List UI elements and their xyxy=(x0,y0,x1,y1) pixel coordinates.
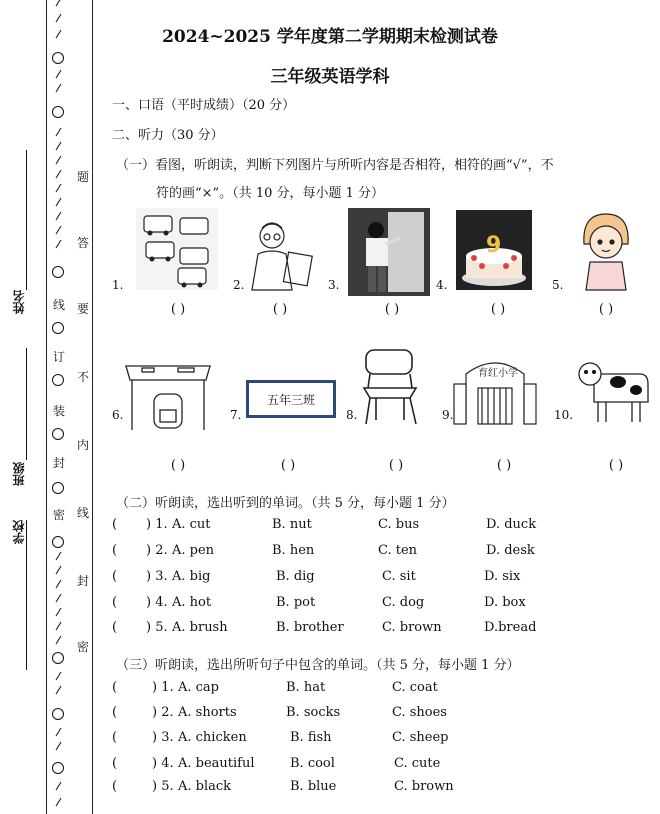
option-a[interactable]: A. big xyxy=(172,569,211,584)
option-a[interactable]: A. cut xyxy=(172,517,211,532)
question-row: ( ) 3. A. chicken B. fish C. sheep xyxy=(112,730,449,745)
school-gate-icon xyxy=(452,354,538,426)
question-row: ( ) 5. A. black B. blue C. brown xyxy=(112,779,454,794)
part1-instruction-line2: 符的画“×”。（共 10 分，每小题 1 分） xyxy=(156,186,385,201)
option-b[interactable]: B. hat xyxy=(286,680,326,695)
option-c[interactable]: C. shoes xyxy=(392,705,447,720)
option-c[interactable]: C. brown xyxy=(382,620,442,635)
option-b[interactable]: B. pot xyxy=(276,595,316,610)
picture-number: 9. xyxy=(442,408,454,422)
option-c[interactable]: C. cute xyxy=(394,756,441,771)
answer-paren-open[interactable]: ( xyxy=(112,569,118,584)
picture-number: 10. xyxy=(554,408,574,422)
class-sign: 五年三班 xyxy=(246,380,336,418)
answer-blank[interactable]: ( ) xyxy=(272,302,288,317)
seal-char: 线 xyxy=(52,298,65,312)
slash-marks xyxy=(48,0,68,814)
picture-number: 5. xyxy=(552,278,564,292)
option-c[interactable]: C. bus xyxy=(378,517,420,532)
gate-text: 育红小学 xyxy=(478,368,518,379)
answer-blank[interactable]: ( ) xyxy=(384,302,400,317)
option-d[interactable]: D. duck xyxy=(486,517,537,532)
question-row: ( ) 3. A. big B. dig C. sit D. six xyxy=(112,569,521,584)
answer-paren-open[interactable]: ( xyxy=(112,705,118,720)
option-c[interactable]: C. dog xyxy=(382,595,425,610)
cow-icon xyxy=(574,352,650,426)
answer-paren-open[interactable]: ( xyxy=(112,517,118,532)
boy-at-door-icon xyxy=(348,208,430,296)
exam-subtitle: 三年级英语学科 xyxy=(270,67,390,87)
answer-blank[interactable]: ( ) xyxy=(280,458,296,473)
picture-number: 4. xyxy=(436,278,448,292)
answer-paren-open[interactable]: ( xyxy=(112,620,118,635)
answer-paren-open[interactable]: ( xyxy=(112,595,118,610)
option-d[interactable]: D. box xyxy=(484,595,526,610)
seal-char: 题 xyxy=(76,170,89,184)
option-a[interactable]: A. hot xyxy=(172,595,212,610)
option-b[interactable]: B. cool xyxy=(290,756,335,771)
option-c[interactable]: C. sit xyxy=(382,569,416,584)
option-a[interactable]: A. cap xyxy=(178,680,220,695)
part3-instruction: （三）听朗读，选出所听句子中包含的单词。（共 5 分，每小题 1 分） xyxy=(116,658,520,673)
picture-number: 8. xyxy=(346,408,358,422)
option-c[interactable]: C. coat xyxy=(392,680,438,695)
option-a[interactable]: A. beautiful xyxy=(178,756,255,771)
question-row: ( ) 5. A. brush B. brother C. brown D.bread xyxy=(112,620,537,635)
option-d[interactable]: D. desk xyxy=(486,543,535,558)
school-blank[interactable] xyxy=(26,520,27,670)
girl-icon xyxy=(576,210,636,292)
option-a[interactable]: A. brush xyxy=(172,620,228,635)
question-row: ( ) 2. A. shorts B. socks C. shoes xyxy=(112,705,447,720)
birthday-cake-icon xyxy=(456,210,532,290)
option-b[interactable]: B. nut xyxy=(272,517,312,532)
answer-blank[interactable]: ( ) xyxy=(598,302,614,317)
seal-char: 线 xyxy=(76,506,89,520)
option-a[interactable]: A. black xyxy=(178,779,232,794)
seal-char: 答 xyxy=(76,236,89,250)
name-label: 姓名 xyxy=(12,290,26,314)
answer-blank[interactable]: ( ) xyxy=(170,302,186,317)
svg-text:9: 9 xyxy=(486,233,502,258)
option-c[interactable]: C. brown xyxy=(394,779,454,794)
answer-blank[interactable]: ( ) xyxy=(170,458,186,473)
part2-instruction: （二）听朗读，选出听到的单词。（共 5 分，每小题 1 分） xyxy=(116,496,455,511)
answer-blank[interactable]: ( ) xyxy=(496,458,512,473)
option-a[interactable]: A. pen xyxy=(172,543,215,558)
option-a[interactable]: A. shorts xyxy=(178,705,237,720)
seal-char: 要 xyxy=(76,302,89,316)
option-b[interactable]: B. brother xyxy=(276,620,344,635)
question-row: ( ) 4. A. hot B. pot C. dog D. box xyxy=(112,595,526,610)
seal-char: 密 xyxy=(76,640,89,654)
class-blank[interactable] xyxy=(26,348,27,460)
section-listening: 二、听力（30 分） xyxy=(112,128,224,143)
picture-number: 1. xyxy=(112,278,124,292)
exam-title: 2024~2025 学年度第二学期期末检测试卷 xyxy=(162,27,498,47)
option-d[interactable]: D. six xyxy=(484,569,521,584)
option-c[interactable]: C. ten xyxy=(378,543,418,558)
seal-char: 不 xyxy=(76,370,89,384)
picture-number: 6. xyxy=(112,408,124,422)
question-row: ( ) 1. A. cap B. hat C. coat xyxy=(112,680,438,695)
school-label: 学校 xyxy=(12,520,26,544)
picture-number: 2. xyxy=(233,278,245,292)
option-a[interactable]: A. chicken xyxy=(178,730,247,745)
seal-char: 封 xyxy=(52,456,65,470)
answer-paren-open[interactable]: ( xyxy=(112,680,118,695)
desk-with-bag-icon xyxy=(120,360,216,432)
chair-icon xyxy=(360,348,424,426)
answer-paren-open[interactable]: ( xyxy=(112,779,118,794)
section-oral: 一、口语（平时成绩）（20 分） xyxy=(112,98,296,113)
option-b[interactable]: B. fish xyxy=(290,730,332,745)
seal-char: 订 xyxy=(52,350,65,364)
name-blank[interactable] xyxy=(26,150,27,290)
option-b[interactable]: B. socks xyxy=(286,705,341,720)
question-row: ( ) 4. A. beautiful B. cool C. cute xyxy=(112,756,441,771)
binding-line-outer xyxy=(46,0,47,814)
buses-icon xyxy=(136,208,218,290)
question-row: ( ) 1. A. cut B. nut C. bus D. duck xyxy=(112,517,537,532)
option-b[interactable]: B. blue xyxy=(290,779,337,794)
question-row: ( ) 2. A. pen B. hen C. ten D. desk xyxy=(112,543,535,558)
grandma-reading-icon xyxy=(248,218,318,296)
class-label: 班级 xyxy=(12,462,26,486)
option-c[interactable]: C. sheep xyxy=(392,730,449,745)
seal-char: 装 xyxy=(52,404,65,418)
picture-number: 7. xyxy=(230,408,242,422)
answer-blank[interactable]: ( ) xyxy=(388,458,404,473)
option-b[interactable]: B. dig xyxy=(276,569,315,584)
seal-char: 内 xyxy=(76,438,89,452)
answer-blank[interactable]: ( ) xyxy=(608,458,624,473)
seal-char: 密 xyxy=(52,508,65,522)
answer-paren-open[interactable]: ( xyxy=(112,543,118,558)
part1-instruction-line1: （一）看图，听朗读，判断下列图片与所听内容是否相符，相符的画“√”，不 xyxy=(116,158,554,173)
seal-char: 封 xyxy=(76,574,89,588)
answer-paren-open[interactable]: ( xyxy=(112,730,118,745)
option-b[interactable]: B. hen xyxy=(272,543,315,558)
answer-blank[interactable]: ( ) xyxy=(490,302,506,317)
answer-paren-open[interactable]: ( xyxy=(112,756,118,771)
option-d[interactable]: D.bread xyxy=(484,620,537,635)
binding-line-inner xyxy=(92,0,93,814)
picture-number: 3. xyxy=(328,278,340,292)
